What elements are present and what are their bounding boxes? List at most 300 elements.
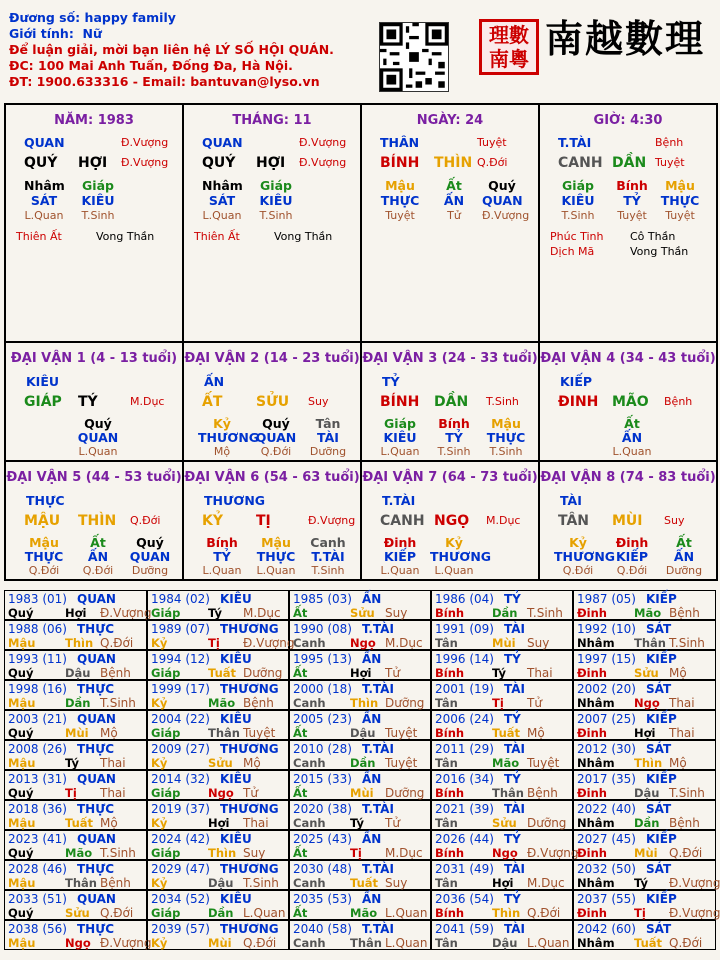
year-label: 2024 (42) xyxy=(151,832,210,846)
hidden-god: ẤN xyxy=(673,549,695,564)
year-god: THỰC xyxy=(77,622,115,636)
year-label: 2041 (59) xyxy=(435,922,494,936)
year-god: T.TÀI xyxy=(362,802,394,816)
dai-van-title: ĐẠI VẬN 8 (74 - 83 tuổi) xyxy=(540,470,716,485)
year-label: 1992 (10) xyxy=(577,622,636,636)
year-label: 1991 (09) xyxy=(435,622,494,636)
year-god: TÀI xyxy=(504,862,526,876)
year-stage: T.Sinh xyxy=(243,876,279,890)
year-god: THƯƠNG xyxy=(220,802,279,816)
year-stage: Bệnh xyxy=(243,696,274,710)
year-stage: Q.Đới xyxy=(243,936,277,950)
year-cell xyxy=(4,770,147,800)
year-cell xyxy=(573,920,716,950)
year-label: 2015 (33) xyxy=(293,772,352,786)
year-branch: Hợi xyxy=(634,726,656,740)
hidden-stem: Nhâm xyxy=(202,178,243,193)
year-god: KIÊU xyxy=(220,712,252,726)
dai-van-cell xyxy=(182,341,362,462)
year-branch: Ngọ xyxy=(634,696,660,710)
year-stage: Đ.Vượng xyxy=(100,606,152,620)
year-branch: Ngọ xyxy=(350,636,376,650)
year-stem: Đinh xyxy=(577,906,607,920)
year-god: QUAN xyxy=(77,652,116,666)
year-branch: Mùi xyxy=(350,786,374,800)
year-branch: Mùi xyxy=(208,936,232,950)
dai-van-cell xyxy=(538,341,718,462)
year-branch: Sửu xyxy=(492,816,517,830)
year-stem: Kỷ xyxy=(151,876,168,890)
year-branch: Mão xyxy=(634,606,662,620)
hidden-stage: Dưỡng xyxy=(131,564,169,577)
year-stem: Giáp xyxy=(151,786,181,800)
year-branch: Tuất xyxy=(208,666,237,680)
year-god: THỰC xyxy=(77,682,115,696)
year-branch: Tuất xyxy=(492,726,521,740)
hidden-stem: Mậu xyxy=(385,178,415,193)
dai-van-god: KIÊU xyxy=(26,374,60,389)
year-stem: Giáp xyxy=(151,726,181,740)
year-label: 2036 (54) xyxy=(435,892,494,906)
year-god: QUAN xyxy=(77,712,116,726)
year-branch: Mão xyxy=(350,906,378,920)
year-stage: Đ.Vượng xyxy=(669,876,720,890)
hidden-stem: Ất xyxy=(624,416,640,431)
year-stem: Mậu xyxy=(8,876,36,890)
year-stage: M.Dục xyxy=(385,846,423,860)
year-cell xyxy=(4,620,147,650)
year-stem: Ất xyxy=(293,726,308,740)
year-god: THƯƠNG xyxy=(220,742,279,756)
year-stem: Ất xyxy=(293,666,308,680)
year-cell xyxy=(431,680,573,710)
hidden-god: KIẾP xyxy=(383,549,417,564)
year-stem: Nhâm xyxy=(577,876,615,890)
dai-van-stem: MẬU xyxy=(24,513,61,529)
year-cell xyxy=(147,890,289,920)
pillar-stage: Đ.Vượng xyxy=(121,136,169,149)
year-cell xyxy=(147,650,289,680)
year-stage: Dưỡng xyxy=(385,786,425,800)
year-cell xyxy=(289,920,431,950)
hidden-stem: Mậu xyxy=(29,535,59,550)
year-label: 1996 (14) xyxy=(435,652,494,666)
year-label: 1993 (11) xyxy=(8,652,67,666)
year-stage: Q.Đới xyxy=(669,846,703,860)
dai-van-stem: GIÁP xyxy=(24,394,62,410)
year-stem: Canh xyxy=(293,816,326,830)
year-cell xyxy=(573,860,720,890)
dai-van-title: ĐẠI VẬN 6 (54 - 63 tuổi) xyxy=(184,470,360,485)
dai-van-god: THƯƠNG xyxy=(204,493,266,508)
dai-van-god: TỶ xyxy=(382,374,400,389)
year-branch: Dần xyxy=(208,906,234,920)
dai-van-stage: Bệnh xyxy=(664,395,693,408)
hidden-stage: Q.Đới xyxy=(82,564,114,577)
hidden-stem: Tân xyxy=(315,416,341,431)
year-god: TỶ xyxy=(504,652,521,666)
hidden-god: SÁT xyxy=(208,193,236,208)
year-stem: Đinh xyxy=(577,666,607,680)
year-stage: Đ.Vượng xyxy=(669,906,720,920)
hidden-stem: Nhâm xyxy=(24,178,65,193)
year-stem: Tân xyxy=(435,816,458,830)
dai-van-stage: M.Dục xyxy=(486,514,521,527)
year-label: 2001 (19) xyxy=(435,682,494,696)
pillar-god: QUAN xyxy=(202,135,243,150)
dai-van-stage: Suy xyxy=(664,514,685,527)
year-branch: Dậu xyxy=(65,666,91,680)
year-cell xyxy=(573,590,716,620)
year-label: 2025 (43) xyxy=(293,832,352,846)
hidden-stem: Đinh xyxy=(383,535,417,550)
year-branch: Tý xyxy=(634,876,648,890)
year-cell xyxy=(573,830,716,860)
hidden-stage: Mộ xyxy=(213,445,231,458)
year-cell xyxy=(147,620,295,650)
dai-van-stage: T.Sinh xyxy=(486,395,519,408)
year-label: 2031 (49) xyxy=(435,862,494,876)
year-stage: T.Sinh xyxy=(669,786,705,800)
year-branch: Tý xyxy=(65,756,79,770)
hidden-stage: L.Quan xyxy=(202,564,242,577)
year-branch: Dần xyxy=(492,606,518,620)
year-label: 2017 (35) xyxy=(577,772,636,786)
year-cell xyxy=(4,800,147,830)
year-god: TỶ xyxy=(504,892,521,906)
dai-van-stage: M.Dục xyxy=(130,395,165,408)
year-label: 2035 (53) xyxy=(293,892,352,906)
year-god: ẤN xyxy=(362,652,382,666)
pillar-title: GIỜ: 4:30 xyxy=(593,113,663,128)
hidden-stage: L.Quan xyxy=(78,445,118,458)
year-stage: M.Dục xyxy=(527,876,565,890)
year-stem: Tân xyxy=(435,876,458,890)
year-stage: Suy xyxy=(385,606,408,620)
year-god: TỶ xyxy=(504,712,521,726)
dai-van-stem: TÂN xyxy=(558,513,590,529)
hidden-stage: T.Sinh xyxy=(489,445,523,458)
year-cell xyxy=(289,680,431,710)
year-god: TÀI xyxy=(504,622,526,636)
hidden-stem: Ất xyxy=(446,178,462,193)
hidden-stage: L.Quan xyxy=(24,209,64,222)
hidden-god: ẤN xyxy=(443,193,465,208)
year-label: 2013 (31) xyxy=(8,772,67,786)
year-branch: Thân xyxy=(492,786,524,800)
year-branch: Hợi xyxy=(208,816,230,830)
year-cell xyxy=(431,590,573,620)
hidden-stem: Mậu xyxy=(261,535,291,550)
year-label: 2021 (39) xyxy=(435,802,494,816)
year-branch: Dần xyxy=(65,696,91,710)
year-cell xyxy=(289,860,431,890)
year-cell xyxy=(147,920,289,950)
year-cell xyxy=(4,920,152,950)
pillar-branch-stage: Đ.Vượng xyxy=(121,156,169,169)
year-cell xyxy=(289,590,431,620)
year-label: 1999 (17) xyxy=(151,682,210,696)
year-stem: Kỷ xyxy=(151,636,168,650)
hidden-stem: Giáp xyxy=(562,178,594,193)
year-branch: Tị xyxy=(65,786,77,800)
year-branch: Ngọ xyxy=(65,936,91,950)
dai-van-god: TÀI xyxy=(560,493,582,508)
pillar-god: THÂN xyxy=(380,135,420,150)
dai-van-stage: Q.Đới xyxy=(130,514,161,527)
year-label: 2007 (25) xyxy=(577,712,636,726)
contact-line: Để luận giải, mời bạn liên hệ LÝ SỐ HỘI QUÁN. xyxy=(9,42,334,57)
year-branch: Mùi xyxy=(634,846,658,860)
year-cell xyxy=(289,740,431,770)
pillar-cell xyxy=(4,103,184,343)
year-stem: Mậu xyxy=(8,636,36,650)
pillar-branch: HỢI xyxy=(256,155,286,171)
year-stem: Mậu xyxy=(8,696,36,710)
hidden-stage: Q.Đới xyxy=(28,564,60,577)
pillar-stem: QUÝ xyxy=(24,155,58,171)
year-branch: Thìn xyxy=(65,636,94,650)
hidden-god: TỶ xyxy=(623,193,641,208)
hidden-god: KIÊU xyxy=(561,193,595,208)
year-stage: M.Dục xyxy=(243,606,281,620)
year-label: 2004 (22) xyxy=(151,712,210,726)
year-stage: Suy xyxy=(527,636,550,650)
year-stage: Q.Đới xyxy=(100,906,134,920)
year-god: KIÊU xyxy=(220,832,252,846)
year-stem: Nhâm xyxy=(577,636,615,650)
dai-van-stem: BÍNH xyxy=(380,394,420,410)
year-stage: Dưỡng xyxy=(243,666,283,680)
hidden-god: THỰC xyxy=(660,193,700,208)
year-branch: Dậu xyxy=(350,726,376,740)
year-label: 1984 (02) xyxy=(151,592,210,606)
hidden-stage: Dưỡng xyxy=(665,564,703,577)
dai-van-branch: TỊ xyxy=(256,513,271,529)
hidden-god: QUAN xyxy=(77,430,119,445)
year-stem: Ất xyxy=(293,906,308,920)
year-stem: Đinh xyxy=(577,786,607,800)
year-stage: T.Sinh xyxy=(100,696,136,710)
year-stage: Mộ xyxy=(527,726,545,740)
year-label: 2003 (21) xyxy=(8,712,67,726)
year-stem: Giáp xyxy=(151,606,181,620)
pillar-stage: Bệnh xyxy=(655,136,684,149)
year-branch: Dần xyxy=(634,816,660,830)
year-god: T.TÀI xyxy=(362,742,394,756)
hidden-stage: L.Quan xyxy=(202,209,242,222)
pillar-stem: CANH xyxy=(558,155,603,171)
year-branch: Thìn xyxy=(350,696,379,710)
year-stem: Giáp xyxy=(151,906,181,920)
year-god: TỶ xyxy=(504,592,521,606)
year-stem: Bính xyxy=(435,906,465,920)
year-stem: Giáp xyxy=(151,846,181,860)
year-label: 2010 (28) xyxy=(293,742,352,756)
year-stem: Tân xyxy=(435,636,458,650)
year-branch: Tuất xyxy=(350,876,379,890)
year-label: 2014 (32) xyxy=(151,772,210,786)
hidden-god: QUAN xyxy=(255,430,297,445)
dai-van-branch: DẦN xyxy=(434,394,469,410)
year-stem: Bính xyxy=(435,846,465,860)
year-god: T.TÀI xyxy=(362,622,394,636)
year-cell xyxy=(147,800,289,830)
hidden-stem: Kỷ xyxy=(213,416,231,431)
year-label: 2027 (45) xyxy=(577,832,636,846)
year-stage: L.Quan xyxy=(385,936,428,950)
year-branch: Mão xyxy=(208,696,236,710)
year-stage: Đ.Vượng xyxy=(527,846,579,860)
year-stage: Tử xyxy=(243,786,258,800)
year-stage: Bệnh xyxy=(100,666,131,680)
year-cell xyxy=(4,860,147,890)
star-left: Thiên Ất xyxy=(16,230,62,243)
year-god: THƯƠNG xyxy=(220,922,279,936)
year-stage: Tử xyxy=(385,666,400,680)
pillar-stage: Đ.Vượng xyxy=(299,136,347,149)
dai-van-cell xyxy=(360,460,540,581)
year-god: KIÊU xyxy=(220,652,252,666)
dai-van-stage: Đ.Vượng xyxy=(308,514,356,527)
year-cell xyxy=(289,710,431,740)
hidden-stage: L.Quan xyxy=(612,445,652,458)
year-stage: Suy xyxy=(243,846,266,860)
hidden-stage: Q.Đới xyxy=(562,564,594,577)
pillar-branch: THÌN xyxy=(434,155,473,171)
year-god: KIÊU xyxy=(220,892,252,906)
pillar-branch: DẦN xyxy=(612,155,647,171)
dai-van-stem: ĐINH xyxy=(558,394,599,410)
year-stage: Thai xyxy=(669,726,695,740)
hidden-stage: Q.Đới xyxy=(616,564,648,577)
dai-van-title: ĐẠI VẬN 3 (24 - 33 tuổi) xyxy=(362,351,538,366)
year-stem: Kỷ xyxy=(151,936,168,950)
year-god: T.TÀI xyxy=(362,682,394,696)
year-cell xyxy=(431,620,573,650)
year-label: 2008 (26) xyxy=(8,742,67,756)
dai-van-branch: TÝ xyxy=(78,394,98,410)
year-stem: Nhâm xyxy=(577,756,615,770)
year-branch: Tuất xyxy=(65,816,94,830)
year-branch: Tị xyxy=(208,636,220,650)
year-branch: Thân xyxy=(65,876,97,890)
dai-van-branch: MÙI xyxy=(612,513,643,529)
year-cell xyxy=(573,740,716,770)
year-stem: Bính xyxy=(435,606,465,620)
year-branch: Tị xyxy=(350,846,362,860)
year-label: 2016 (34) xyxy=(435,772,494,786)
hidden-stem: Mậu xyxy=(665,178,695,193)
pillar-branch-stage: Đ.Vượng xyxy=(299,156,347,169)
year-branch: Thân xyxy=(208,726,240,740)
hidden-stage: T.Sinh xyxy=(259,209,293,222)
hidden-god: QUAN xyxy=(129,549,171,564)
year-god: QUAN xyxy=(77,892,116,906)
year-label: 1987 (05) xyxy=(577,592,636,606)
hidden-god: QUAN xyxy=(482,193,523,208)
hidden-god: THỰC xyxy=(24,549,64,564)
year-stage: Tuyệt xyxy=(385,726,418,740)
year-god: TÀI xyxy=(504,742,526,756)
year-branch: Thìn xyxy=(208,846,237,860)
year-label: 2011 (29) xyxy=(435,742,494,756)
hidden-stage: T.Sinh xyxy=(561,209,595,222)
hidden-stem: Giáp xyxy=(384,416,416,431)
year-label: 1997 (15) xyxy=(577,652,636,666)
year-label: 2000 (18) xyxy=(293,682,352,696)
year-stem: Giáp xyxy=(151,666,181,680)
year-branch: Mùi xyxy=(492,636,516,650)
hidden-stem: Kỷ xyxy=(445,535,463,550)
pillar-stem: BÍNH xyxy=(380,155,420,171)
year-cell xyxy=(289,650,431,680)
year-label: 1994 (12) xyxy=(151,652,210,666)
year-stem: Canh xyxy=(293,936,326,950)
year-god: ẤN xyxy=(362,772,382,786)
year-stem: Bính xyxy=(435,726,465,740)
year-cell xyxy=(289,620,431,650)
year-stage: Mộ xyxy=(669,756,687,770)
year-cell xyxy=(573,800,716,830)
year-stage: Mộ xyxy=(243,756,261,770)
hidden-god: THƯƠNG xyxy=(554,549,616,564)
year-stage: L.Quan xyxy=(243,906,286,920)
brand-logo: 南越數理 xyxy=(545,16,706,61)
year-cell xyxy=(147,830,289,860)
qr-code-icon xyxy=(379,22,449,92)
year-god: TÀI xyxy=(504,682,526,696)
star-right: Vong Thần xyxy=(274,230,333,243)
year-stem: Đinh xyxy=(577,606,607,620)
year-stem: Quý xyxy=(8,666,34,680)
hidden-stage: Dưỡng xyxy=(309,445,347,458)
dai-van-branch: SỬU xyxy=(256,394,290,410)
year-stage: T.Sinh xyxy=(669,636,705,650)
year-god: KIẾP xyxy=(646,772,677,786)
year-god: ẤN xyxy=(362,712,382,726)
year-cell xyxy=(289,770,431,800)
year-branch: Dậu xyxy=(634,786,660,800)
year-stage: T.Sinh xyxy=(527,606,563,620)
year-stage: Mộ xyxy=(100,726,118,740)
dai-van-cell xyxy=(538,460,718,581)
year-stage: Q.Đới xyxy=(100,636,134,650)
year-god: T.TÀI xyxy=(362,862,394,876)
year-god: THỰC xyxy=(77,862,115,876)
year-cell xyxy=(147,680,289,710)
hidden-stem: Bính xyxy=(616,178,648,193)
year-stem: Quý xyxy=(8,846,34,860)
year-god: THƯƠNG xyxy=(220,682,279,696)
hidden-god: KIÊU xyxy=(259,193,293,208)
year-cell xyxy=(4,830,147,860)
year-label: 2020 (38) xyxy=(293,802,352,816)
dai-van-stem: KỶ xyxy=(202,513,223,529)
pillar-stage: Tuyệt xyxy=(477,136,507,149)
year-branch: Hợi xyxy=(350,666,372,680)
year-stem: Canh xyxy=(293,756,326,770)
year-cell xyxy=(147,710,289,740)
year-stage: Mộ xyxy=(100,816,118,830)
pillar-title: NGÀY: 24 xyxy=(416,113,484,128)
year-stem: Mậu xyxy=(8,816,36,830)
hidden-god: KIẾP xyxy=(615,549,649,564)
year-label: 2026 (44) xyxy=(435,832,494,846)
dai-van-god: KIẾP xyxy=(560,374,593,389)
year-label: 2028 (46) xyxy=(8,862,67,876)
dai-van-stem: ẤT xyxy=(202,394,223,410)
